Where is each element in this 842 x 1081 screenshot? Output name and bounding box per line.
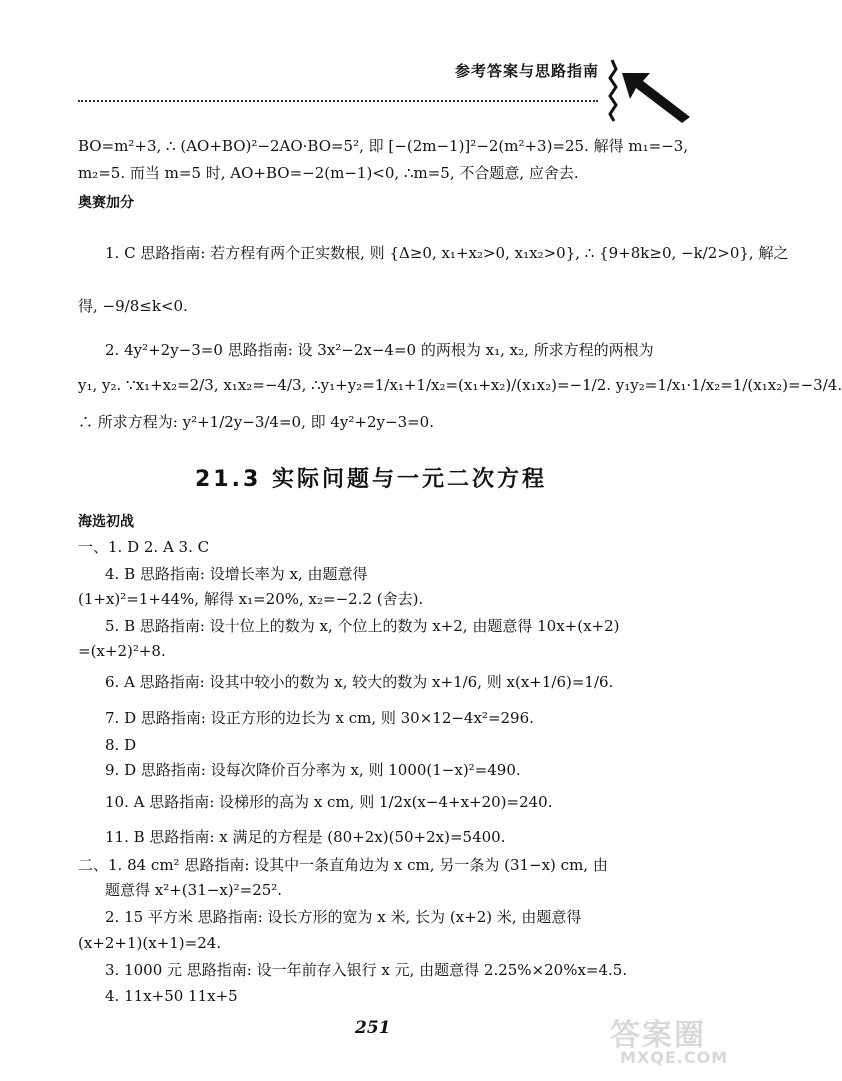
text-line: 10. A 思路指南: 设梯形的高为 x cm, 则 1/2x(x−4+x+20)=240. [105, 793, 553, 811]
page-number: 251 [355, 1018, 391, 1038]
text-line: 二、1. 84 cm² 思路指南: 设其中一条直角边为 x cm, 另一条为 (31−x) cm, 由 [78, 856, 608, 874]
text-line: 9. D 思路指南: 设每次降价百分率为 x, 则 1000(1−x)²=490. [105, 761, 521, 779]
text-line: BO=m²+3, ∴ (AO+BO)²−2AO·BO=5², 即 [−(2m−1)]²−2(m²+3)=25. 解得 m₁=−3, [78, 137, 689, 155]
running-header: 参考答案与思路指南 [455, 62, 600, 80]
header-rule [78, 100, 598, 102]
text-line: 1. C 思路指南: 若方程有两个正实数根, 则 {Δ≥0, x₁+x₂>0, x₁x₂>0}, ∴ {9+8k≥0, −k/2>0}, 解之 [105, 244, 789, 262]
text-line: 2. 15 平方米 思路指南: 设长方形的宽为 x 米, 长为 (x+2) 米, 由题意得 [105, 908, 582, 926]
text-line: 6. A 思路指南: 设其中较小的数为 x, 较大的数为 x+1/6, 则 x(x+1/6)=1/6. [105, 673, 614, 691]
text-line: 题意得 x²+(31−x)²=25². [105, 881, 283, 899]
text-line: m₂=5. 而当 m=5 时, AO+BO=−2(m−1)<0, ∴m=5, 不合题意, 应舍去. [78, 164, 579, 182]
section-title: 21.3 实际问题与一元二次方程 [195, 467, 547, 492]
text-line: 4. B 思路指南: 设增长率为 x, 由题意得 [105, 565, 368, 583]
text-line: =(x+2)²+8. [78, 642, 166, 660]
text-line: 11. B 思路指南: x 满足的方程是 (80+2x)(50+2x)=5400. [105, 828, 506, 846]
text-line: 得, −9/8≤k<0. [78, 297, 188, 315]
text-line: 2. 4y²+2y−3=0 思路指南: 设 3x²−2x−4=0 的两根为 x₁, x₂, 所求方程的两根为 [105, 341, 654, 359]
text-line: 一、1. D 2. A 3. C [78, 538, 210, 556]
pointing-arrow-icon [600, 55, 695, 125]
text-line: y₁, y₂. ∵x₁+x₂=2/3, x₁x₂=−4/3, ∴y₁+y₂=1/x₁+1/x₂=(x₁+x₂)/(x₁x₂)=−1/2. y₁y₂=1/x₁·1/x₂=1/(x₁x₂)=−3/4. [78, 376, 842, 394]
text-line: 3. 1000 元 思路指南: 设一年前存入银行 x 元, 由题意得 2.25%×20%x=4.5. [105, 961, 628, 979]
text-line: 8. D [105, 736, 137, 754]
watermark-logo: 答案圈 [610, 1018, 706, 1053]
text-line: 4. 11x+50 11x+5 [105, 987, 238, 1005]
section-heading: 海选初战 [78, 514, 134, 530]
section-heading: 奥赛加分 [78, 195, 134, 211]
text-line: (x+2+1)(x+1)=24. [78, 934, 222, 952]
text-line: (1+x)²=1+44%, 解得 x₁=20%, x₂=−2.2 (舍去). [78, 590, 424, 608]
text-line: 5. B 思路指南: 设十位上的数为 x, 个位上的数为 x+2, 由题意得 10x+(x+2) [105, 617, 620, 635]
text-line: ∴ 所求方程为: y²+1/2y−3/4=0, 即 4y²+2y−3=0. [78, 413, 434, 431]
text-line: 7. D 思路指南: 设正方形的边长为 x cm, 则 30×12−4x²=296. [105, 709, 534, 727]
watermark-url: MXQE.COM [620, 1048, 729, 1067]
